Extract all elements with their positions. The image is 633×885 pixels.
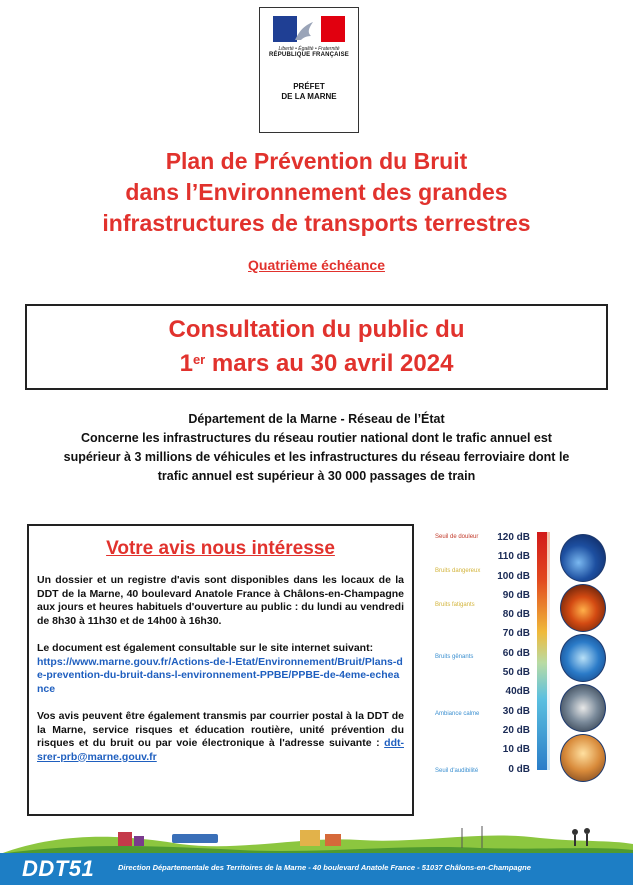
avis-paragraph-website (37, 642, 404, 696)
avis-contact-text: Vos avis peuvent être également transmis par courrier postal à la DDT de la Marne, service risques et éducation routière, unité prévention du risques et du bruit ou par voie électronique à l'adresse suivante : (37, 710, 404, 749)
level-row (430, 706, 530, 720)
level-label: 0 dB (508, 764, 530, 775)
level-row (430, 590, 530, 604)
avis-title: Votre avis nous intéresse (106, 538, 335, 559)
noise-scale-bar-highlight (547, 532, 550, 770)
avis-website-intro: Le document est également consultable sur le site internet suivant: (37, 642, 374, 654)
noise-scale (430, 528, 620, 778)
level-label: 110 dB (497, 551, 530, 562)
level-row (430, 609, 530, 623)
level-row (430, 686, 530, 700)
tag-tiring: Bruits fatigants (435, 602, 475, 608)
tag-annoying: Bruits gênants (435, 654, 474, 660)
level-row (430, 571, 530, 585)
consultation-dates: mars au 30 avril 2024 (205, 350, 454, 377)
page-title (20, 146, 613, 239)
prefecture-logo (259, 7, 359, 133)
consultation-banner (25, 304, 608, 390)
level-row (430, 744, 530, 758)
info-line3: supérieur à 3 millions de véhicules et les infrastructures du réseau ferroviaire dont le (63, 450, 570, 464)
avis-paragraph-dossier: Un dossier et un registre d'avis sont disponibles dans les locaux de la DDT de la Marne, 40 boulevard Anatole France à Châlons-en-Champagne aux jours et heures habituels d'ouverture au public : du lundi au vendredi de 8h30 à 11h30 et de 14h00 à 16h30. (37, 574, 404, 627)
marianne-flag-icon (273, 16, 345, 42)
ddt-logo: DDT51 (22, 856, 95, 881)
footer-bar (0, 853, 633, 885)
level-label: 70 dB (502, 628, 530, 639)
tag-dangerous: Bruits dangereux (435, 568, 481, 574)
level-label: 120 dB (497, 532, 530, 543)
info-line4: trafic annuel est supérieur à 30 000 passages de train (157, 469, 476, 483)
aircraft-photo-icon (560, 634, 606, 682)
info-line2: Concerne les infrastructures du réseau routier national dont le trafic annuel est (81, 431, 552, 445)
subtitle: Quatrième échéance (248, 257, 385, 273)
crowd-photo-icon (560, 684, 606, 732)
level-label: 90 dB (502, 590, 530, 601)
title-line2: dans l’Environnement des grandes (125, 179, 508, 205)
level-row (430, 532, 530, 546)
consultation-line1: Consultation du public du (168, 316, 465, 343)
level-label: 40dB (505, 686, 530, 697)
avis-panel (27, 524, 414, 816)
level-row (430, 764, 530, 778)
level-row (430, 551, 530, 565)
noise-scale-bar (537, 532, 547, 770)
info-line1: Département de la Marne - Réseau de l’État (188, 412, 445, 426)
level-label: 60 dB (502, 648, 530, 659)
logo-republique: RÉPUBLIQUE FRANÇAISE (268, 52, 349, 58)
desert-photo-icon (560, 734, 606, 782)
level-label: 10 dB (502, 744, 530, 755)
level-label: 30 dB (502, 706, 530, 717)
title-line3: infrastructures de transports terrestres (102, 210, 531, 236)
level-row (430, 648, 530, 662)
logo-prefet-line2: DE LA MARNE (281, 92, 337, 101)
level-row (430, 667, 530, 681)
tag-audible: Seuil d'audibilité (435, 768, 479, 774)
level-row (430, 628, 530, 642)
avis-website-link[interactable]: https://www.marne.gouv.fr/Actions-de-l-Etat/Environnement/Bruit/Plans-de-prevention-du-bruit-dans-l-environnement-PPBE/PPBE-de-4eme-echeance (37, 655, 403, 695)
scope-info (20, 410, 613, 486)
lightning-photo-icon (560, 534, 606, 582)
level-label: 50 dB (502, 667, 530, 678)
footer-address: Direction Départementale des Territoires de la Marne - 40 boulevard Anatole France - 51037 Châlons-en-Champagne (118, 863, 531, 872)
level-row (430, 725, 530, 739)
logo-motto: Liberté • Égalité • Fraternité (278, 46, 340, 52)
avis-email-link[interactable]: ddt-srer-prb@marne.gouv.fr (37, 737, 404, 763)
tag-calm: Ambiance calme (435, 711, 480, 717)
level-label: 100 dB (497, 571, 530, 582)
consultation-line2 (27, 347, 606, 381)
tag-pain: Seuil de douleur (435, 534, 479, 540)
landscape-illustration (0, 822, 633, 854)
level-label: 80 dB (502, 609, 530, 620)
title-line1: Plan de Prévention du Bruit (165, 148, 468, 174)
logo-prefet (260, 82, 358, 102)
fire-photo-icon (560, 584, 606, 632)
consultation-day-suffix: er (192, 352, 206, 367)
avis-paragraph-contact (37, 710, 404, 764)
logo-prefet-line1: PRÉFET (293, 82, 325, 91)
level-label: 20 dB (502, 725, 530, 736)
consultation-day: 1 (179, 350, 193, 377)
